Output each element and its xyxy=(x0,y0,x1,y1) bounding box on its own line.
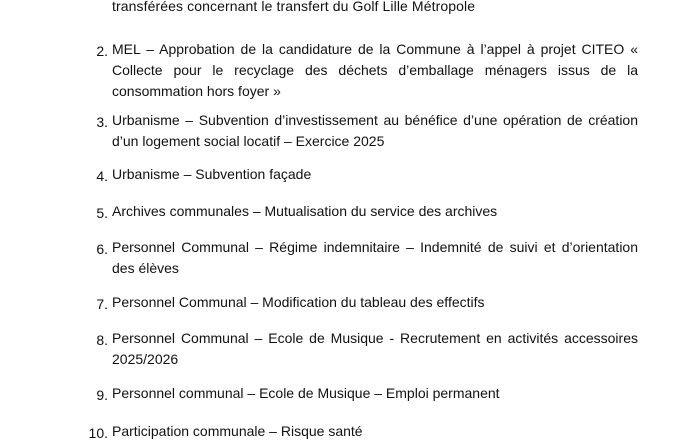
item-text: Personnel Communal – Régime indemnitaire – Indemnité de suivi et d’orientation des élèves xyxy=(112,239,638,276)
continuation-line: transférées concernant le transfert du Golf Lille Métropole xyxy=(112,0,476,14)
item-number: 7. xyxy=(96,296,108,312)
item-number: 6. xyxy=(96,241,108,257)
item-text: Personnel communal – Ecole de Musique – Emploi permanent xyxy=(112,385,500,401)
item-number: 5. xyxy=(96,205,108,221)
item-text: Urbanisme – Subvention façade xyxy=(112,166,312,182)
item-number: 3. xyxy=(96,114,108,130)
item-text: Personnel Communal – Modification du tableau des effectifs xyxy=(112,294,485,310)
item-text: Archives communales – Mutualisation du service des archives xyxy=(112,203,498,219)
item-text: Urbanisme – Subvention d’investissement au bénéfice d’une opération de création d’un logement social locatif – Exercice 2025 xyxy=(112,112,638,149)
item-number: 9. xyxy=(96,387,108,403)
item-text: Participation communale – Risque santé xyxy=(112,423,363,439)
item-text: Personnel Communal – Ecole de Musique - Recrutement en activités accessoires 2025/2026 xyxy=(112,330,638,367)
item-text: MEL – Approbation de la candidature de la Commune à l’appel à projet CITEO « Collecte pour le recyclage des déchets d’emballage ménagers issus de la consommation hors foyer » xyxy=(112,41,638,99)
item-number: 4. xyxy=(96,168,108,184)
item-number: 2. xyxy=(96,43,108,59)
item-number: 8. xyxy=(96,332,108,348)
item-number: 10. xyxy=(88,425,108,441)
